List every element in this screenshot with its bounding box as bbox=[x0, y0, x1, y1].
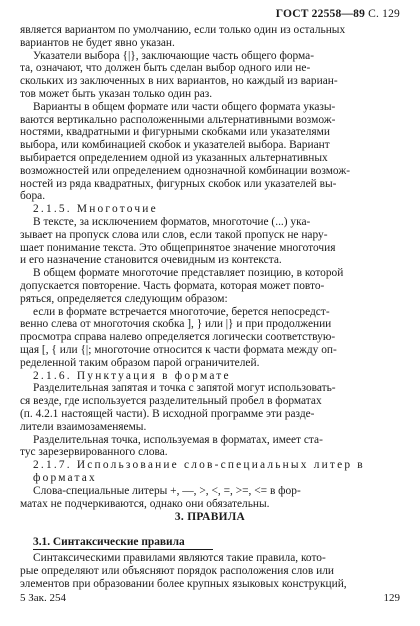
text-line: ряться, определяется следующим образом: bbox=[20, 292, 228, 305]
text-line: бора. bbox=[20, 190, 46, 203]
text-line: Разделительная точка, используемая в форматах, имеет ста- bbox=[33, 433, 323, 446]
text-line: матах не подчеркиваются, однако они обязательны. bbox=[20, 497, 270, 510]
text-line: 2.1.7. Использование слов-специальных литер в bbox=[33, 459, 365, 472]
footer-page-number: 129 bbox=[383, 592, 400, 604]
text-line: 2.1.5. Многоточие bbox=[33, 203, 158, 216]
text-line: вариантов не будет явно указан. bbox=[20, 36, 175, 49]
text-line: ваются вертикально расположенными альтернативными возмож- bbox=[20, 113, 336, 126]
page-header bbox=[276, 8, 400, 20]
text-line: Указатели выбора {|}, заключающие часть общего форма- bbox=[33, 49, 315, 62]
text-line: ся везде, где используется разделительный пробел в форматах bbox=[20, 395, 322, 408]
text-line: 2.1.6. Пунктуация в формате bbox=[33, 369, 231, 382]
text-line: зывает на пропуск слова или слов, если такой пропуск не нару- bbox=[20, 228, 328, 241]
text-line: шает понимание текста. Это общепринятое значение многоточия bbox=[20, 241, 336, 254]
text-line: Синтаксическими правилами являются такие правила, кото- bbox=[33, 552, 326, 564]
text-line: В тексте, за исключением форматов, многоточие (...) ука- bbox=[33, 216, 311, 228]
text-line: (п. 4.2.1 настоящей части). В исходной программе эти разде- bbox=[20, 408, 315, 420]
text-line: элементов при образовании более крупных языковых конструкций, bbox=[20, 577, 347, 590]
text-line: если в формате встречается многоточие, берется непосредст- bbox=[33, 305, 330, 318]
text-line: щая [, { или {|; многоточие относится к части формата между оп- bbox=[20, 344, 337, 356]
text-line: ностями, квадратными и фигурными скобками или указателями bbox=[20, 126, 330, 139]
text-line: Слова-специальные литеры +, —, >, <, =, >=, <= в фор- bbox=[33, 484, 301, 497]
subsection-underline bbox=[33, 549, 213, 550]
text-line: форматах bbox=[33, 472, 97, 484]
text-line: Разделительная запятая и точка с запятой могут использовать- bbox=[33, 382, 336, 395]
section-title: 3. ПРАВИЛА bbox=[174, 511, 246, 523]
text-line: возможностей или определением однозначной комбинации возмож- bbox=[20, 164, 350, 177]
text-line: и его назначение становится очевидным из контекста. bbox=[20, 254, 282, 267]
text-line: ределенной таким образом парой ограничителей. bbox=[20, 356, 260, 369]
text-line: допускается повторение. Часть формата, которая может повто- bbox=[20, 280, 325, 292]
page-label: С. 129 bbox=[368, 8, 400, 20]
standard-number: ГОСТ 22558—89 bbox=[275, 8, 366, 20]
text-line: ностей из ряда квадратных, фигурных скобок или указателей вы- bbox=[20, 177, 337, 190]
text-line: лители взаимозаменяемы. bbox=[20, 420, 147, 433]
text-line: рые определяют или объясняют порядок расположения слов или bbox=[20, 564, 334, 577]
text-line: просмотра справа налево определяется логически соответствую- bbox=[20, 331, 336, 344]
text-line: тус зарезервированного слова. bbox=[20, 446, 168, 459]
text-line: венно слева от многоточия скобка ], } или |} и при продолжении bbox=[20, 318, 332, 331]
text-line: является вариантом по умолчанию, если только один из остальных bbox=[20, 24, 346, 36]
text-line: выбирается определением одной из указанных альтернативных bbox=[20, 152, 328, 164]
text-line: та, означают, что должен быть сделан выбор одного или не- bbox=[20, 62, 311, 75]
text-line: скольких из заключенных в них вариантов, но каждый из вариан- bbox=[20, 75, 338, 88]
subsection-heading: 3.1. Синтаксические правила bbox=[33, 536, 185, 548]
text-line: В общем формате многоточие представляет позицию, в которой bbox=[33, 267, 344, 280]
text-line: тов может быть указан только один раз. bbox=[20, 88, 213, 100]
footer-left: 5 Зак. 254 bbox=[20, 592, 66, 604]
text-line: Варианты в общем формате или части общего формата указы- bbox=[33, 100, 336, 113]
text-line: выбора, или комбинацией скобок и указателей выбора. Вариант bbox=[20, 139, 330, 152]
